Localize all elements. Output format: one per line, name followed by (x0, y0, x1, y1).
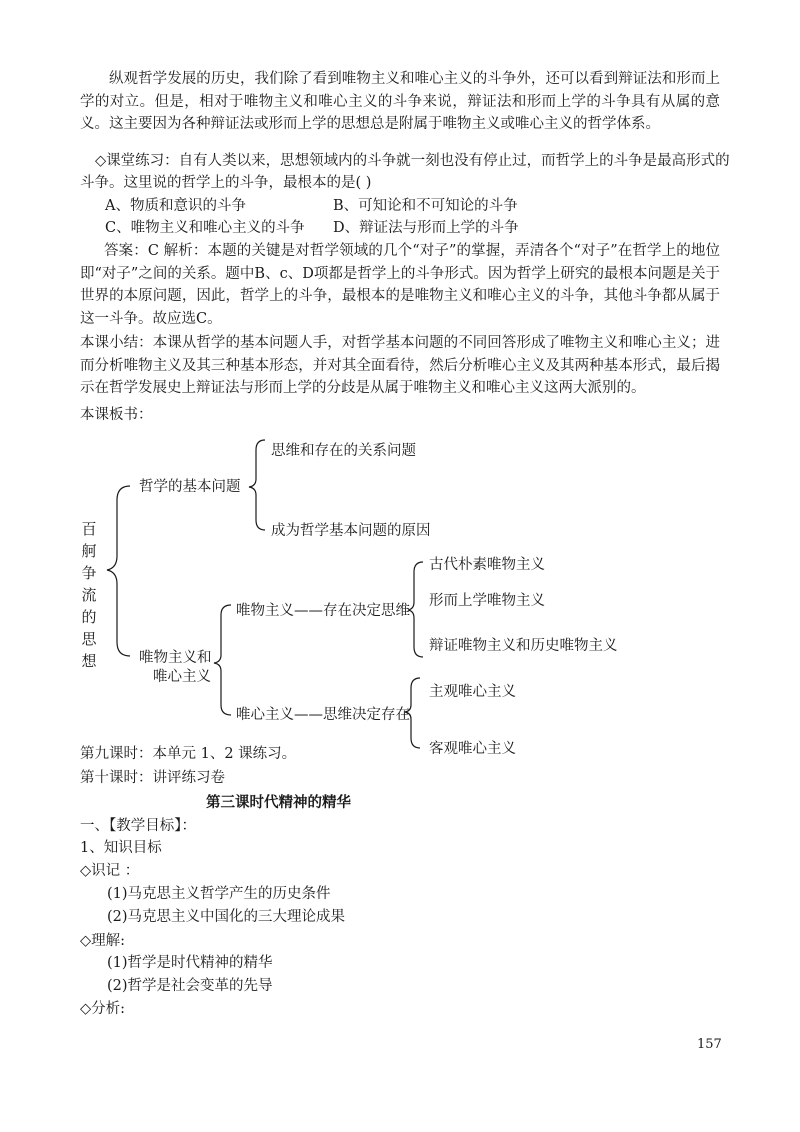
understand-label: ◇理解: (80, 933, 126, 949)
option-c: C、唯物主义和唯心主义的斗争 (105, 220, 305, 236)
page-number: 157 (697, 1037, 722, 1052)
lesson-summary: 本课小结：本课从哲学的基本问题人手，对哲学基本问题的不同回答形成了唯物主义和唯心主义；进而分析唯物主义及其三种基本形态，并对其全面看待，然后分析唯心主义及其两种基本形式，最后揭示在哲学发展史上辩证法与形而上学的分歧是从属于唯物主义和唯心主义这两大派别的。 (80, 335, 720, 396)
root-char: 舸 (81, 542, 97, 560)
section-title: 第三课时代精神的精华 (206, 794, 351, 811)
option-b: B、可知论和不可知论的斗争 (333, 198, 518, 214)
root-char: 思 (81, 630, 97, 648)
analyze-label: ◇分析: (80, 1001, 126, 1017)
node-bq-item2: 成为哲学基本问题的原因 (271, 523, 431, 539)
knowledge-heading: 1、知识目标 (80, 840, 162, 856)
materialism-bracket (408, 562, 423, 657)
basic-question-bracket (249, 440, 265, 530)
lesson-10: 第十课时：讲评练习卷 (80, 770, 225, 786)
materialism-idealism-bracket (214, 605, 231, 715)
option-a: A、物质和意识的斗争 (105, 198, 246, 214)
board-title: 本课板书： (80, 407, 153, 423)
exercise-question-line1: ◇课堂练习：自有人类以来，思想领域内的斗争就一刻也没有停止过，而哲学上的斗争是最高形式的 (95, 153, 730, 169)
root-char: 想 (81, 652, 97, 670)
node-ide-item2: 客观唯心主义 (429, 741, 516, 757)
node-mat-item3: 辩证唯物主义和历史唯物主义 (429, 638, 618, 654)
node-idealism: 唯心主义——思维决定存在 (236, 707, 410, 723)
exercise-question-line2: 斗争。这里说的哲学上的斗争，最根本的是( ) (80, 175, 372, 191)
node-materialism: 唯物主义——存在决定思维 (236, 603, 410, 619)
recall-item: (1)马克思主义哲学产生的历史条件 (107, 886, 331, 902)
node-materialism-idealism: 唯物主义和 (139, 650, 212, 666)
node-mat-item1: 古代朴素唯物主义 (429, 557, 545, 573)
exercise-answer: 答案：C 解析：本题的关键是对哲学领域的几个“对子”的掌握，弄清各个“对子”在哲学上的地位即“对子”之间的关系。题中B、c、D项都是哲学上的斗争形式。因为哲学上研究的最根本问题是关于世界的本原问题，因此，哲学上的斗争，最根本的是唯物主义和唯心主义的斗争，其他斗争都从属于这一斗争。故应选C。 (80, 243, 720, 327)
option-d: D、辩证法与形而上学的斗争 (333, 220, 519, 236)
node-ide-item1: 主观唯心主义 (429, 684, 516, 700)
root-char: 百 (81, 520, 97, 538)
node-materialism-idealism: 唯心主义 (153, 669, 211, 685)
root-bracket (107, 486, 130, 656)
node-bq-item1: 思维和存在的关系问题 (271, 443, 416, 459)
recall-item: (2)马克思主义中国化的三大理论成果 (107, 909, 346, 925)
understand-item: (1)哲学是时代精神的精华 (107, 955, 273, 971)
lesson-9: 第九课时：本单元 1、2 课练习。 (80, 746, 297, 762)
node-mat-item2: 形而上学唯物主义 (429, 593, 545, 609)
objectives-heading: 一、【教学目标】： (80, 818, 196, 834)
node-basic-question: 哲学的基本问题 (139, 479, 241, 495)
intro-paragraph: 纵观哲学发展的历史，我们除了看到唯物主义和唯心主义的斗争外，还可以看到辩证法和形而上学的对立。但是，相对于唯物主义和唯心主义的斗争来说，辩证法和形而上学的斗争具有从属的意义。这主要因为各种辩证法或形而上学的思想总是附属于唯物主义或唯心主义的哲学体系。 (80, 71, 720, 132)
root-char: 流 (81, 586, 97, 604)
root-char: 的 (81, 608, 97, 626)
recall-label: ◇识记 ： (80, 863, 140, 879)
understand-item: (2)哲学是社会变革的先导 (107, 978, 273, 994)
root-char: 争 (81, 564, 97, 582)
